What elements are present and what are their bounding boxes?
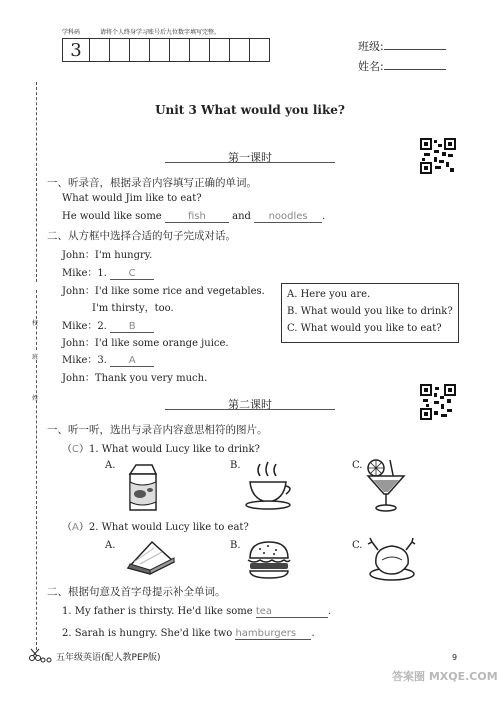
roast-chicken-icon[interactable] (366, 536, 416, 582)
dialogue-line: I'm thirsty，too. (92, 303, 174, 314)
dialogue-line: John：Thank you very much. (62, 373, 208, 384)
dialogue-line: John：I'd like some rice and vegetables. (62, 286, 265, 297)
section-heading: 二、根据句意及首字母提示补全单词。 (47, 586, 226, 598)
section-heading: 一、听录音，根据录音内容填写正确的单词。 (47, 177, 257, 189)
footer-book-title: 五年级英语(配人教PEP版) (56, 653, 161, 663)
dialogue-line: John：I'm hungry. (62, 250, 153, 261)
name-label: 姓名: (358, 60, 384, 73)
class-label: 班级: (358, 40, 384, 53)
dialogue-line: Mike：1. C (62, 264, 154, 280)
digit-cell[interactable] (90, 39, 110, 62)
options-box (281, 283, 459, 343)
question-line: （C）1. What would Lucy like to drink? (62, 444, 260, 455)
digit-cell[interactable] (110, 39, 130, 62)
page-number: 9 (452, 653, 458, 662)
divider (165, 162, 335, 163)
section-heading: 一、听一听，选出与录音内容意思相符的图片。 (47, 424, 268, 436)
sidebar-label: 姓 (32, 395, 39, 402)
watermark: 答案圈 MXQE.COM (392, 670, 498, 683)
name-field (358, 58, 446, 74)
answer-choice[interactable]: A (72, 522, 79, 533)
digit-cell[interactable] (250, 39, 270, 62)
answer-blank[interactable]: fish (165, 211, 229, 223)
juice-glass-icon[interactable] (364, 458, 408, 514)
answer-blank[interactable]: A (110, 355, 154, 367)
hamburger-icon[interactable] (246, 540, 292, 580)
choice-label: B. (230, 540, 241, 551)
choice-label: A. (105, 540, 116, 551)
name-input-line[interactable] (384, 58, 446, 70)
answer-choice[interactable]: C (72, 444, 79, 455)
dialogue-line: Mike：2. B (62, 317, 154, 333)
lesson2-title: 第二课时 (228, 398, 272, 411)
choice-label: C. (352, 460, 363, 471)
answer-blank[interactable]: noodles (254, 211, 322, 223)
answer-blank[interactable]: hamburgers (235, 628, 311, 640)
question-text: What would Jim like to eat? (62, 193, 202, 204)
class-field (358, 38, 446, 54)
class-input-line[interactable] (384, 38, 446, 50)
sidebar-label: 班 (32, 354, 39, 361)
unit-title: Unit 3 What would you like? (155, 103, 345, 117)
digit-cell[interactable] (170, 39, 190, 62)
question-fill-line: 2. Sarah is hungry. She'd like two hamburgers . (62, 628, 315, 639)
question-fill-line: 1. My father is thirsty. He'd like some tea . (62, 606, 332, 617)
option-item: C. What would you like to eat? (287, 323, 442, 334)
digit-cell[interactable] (210, 39, 230, 62)
sandwich-icon[interactable] (124, 538, 178, 578)
question-fill-line: He would like some fish and noodles . (62, 211, 326, 222)
subject-code-cell: 3 (63, 39, 90, 62)
answer-blank[interactable]: C (110, 268, 154, 280)
answer-blank[interactable]: B (110, 321, 154, 333)
option-item: B. What would you like to drink? (287, 306, 453, 317)
option-item: A. Here you are. (287, 289, 371, 300)
subject-code-label: 学科码 (62, 29, 81, 36)
digit-cell[interactable] (150, 39, 170, 62)
milk-carton-icon[interactable] (122, 462, 162, 512)
section-heading: 二、从方框中选择合适的句子完成对话。 (47, 230, 236, 242)
choice-label: A. (105, 460, 116, 471)
choice-label: C. (352, 540, 363, 551)
dialogue-line: Mike：3. A (62, 351, 154, 367)
choice-label: B. (230, 460, 241, 471)
dialogue-line: John：I'd like some orange juice. (62, 338, 229, 349)
lesson1-title: 第一课时 (228, 151, 272, 164)
footer-dots-icon (40, 650, 52, 660)
account-number-grid (62, 38, 270, 62)
sidebar-label: 校 (32, 320, 39, 327)
question-line: （A）2. What would Lucy like to eat? (62, 522, 249, 533)
digit-cell[interactable] (230, 39, 250, 62)
tea-cup-icon[interactable] (242, 460, 294, 512)
divider (165, 409, 335, 410)
digit-cell[interactable] (130, 39, 150, 62)
answer-blank[interactable]: tea (256, 606, 328, 618)
account-instruction: 请将个人终身学习账号后九位数字填写完整。 (100, 29, 221, 36)
digit-cell[interactable] (190, 39, 210, 62)
